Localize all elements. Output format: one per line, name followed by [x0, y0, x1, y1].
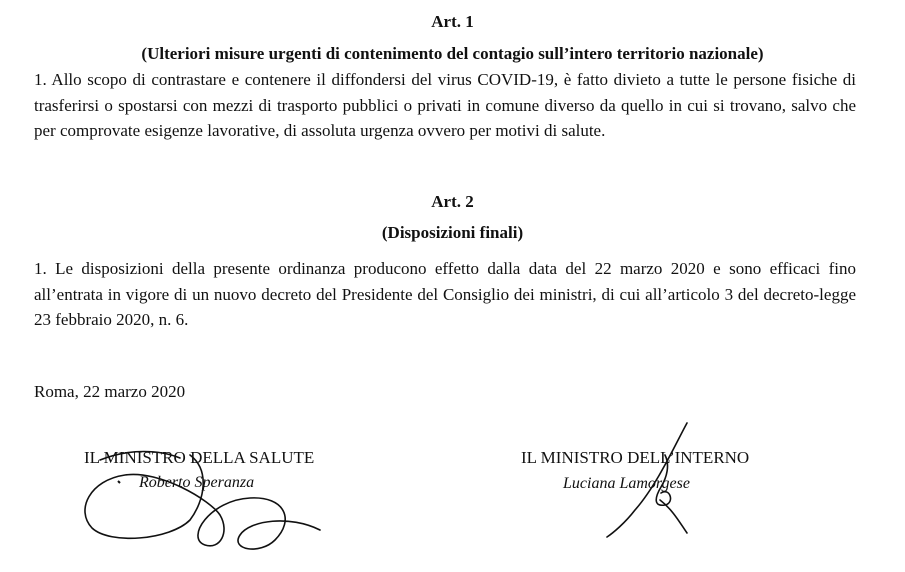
place-and-date: Roma, 22 marzo 2020: [34, 382, 186, 401]
article-2-number: Art. 2: [431, 192, 474, 211]
article-2-heading: (Disposizioni finali): [381, 223, 524, 242]
signature-2-stroke: [607, 423, 687, 537]
signatory-2-name: Luciana Lamorgese: [563, 475, 690, 492]
signature-1-stroke: [85, 452, 320, 550]
signatory-1-name: Roberto Speranza: [139, 474, 255, 491]
article-2-paragraph: 1. Le disposizioni della presente ordinanza producono effetto dalla data del 22 marzo 2020 e sono efficaci fino all’entrata in vigore di un nuovo decreto del Presidente del Consiglio dei ministri, di cui all’articolo 3 del decreto-legge 23 febbraio 2020, n. 6.: [34, 259, 856, 329]
article-1-number: Art. 1: [431, 12, 474, 31]
signature-2-image: [595, 415, 715, 545]
article-1-paragraph: 1. Allo scopo di contrastare e contenere il diffondersi del virus COVID-19, è fatto divieto a tutte le persone fisiche di trasferirsi o spostarsi con mezzi di trasporto pubblici o privati in comune diverso da quello in cui si trovano, salvo che per comprovate esigenze lavorative, di assoluta urgenza ovvero per motivi di salute.: [34, 70, 856, 140]
signatory-1-title: IL MINISTRO DELLA SALUTE: [84, 448, 315, 467]
signature-1-dot: [118, 481, 120, 483]
article-1-heading: (Ulteriori misure urgenti di contenimento del contagio sull’intero territorio nazionale): [141, 44, 764, 63]
signature-1-image: [70, 440, 330, 560]
signatory-2-title: IL MINISTRO DELL’INTERNO: [521, 448, 750, 467]
